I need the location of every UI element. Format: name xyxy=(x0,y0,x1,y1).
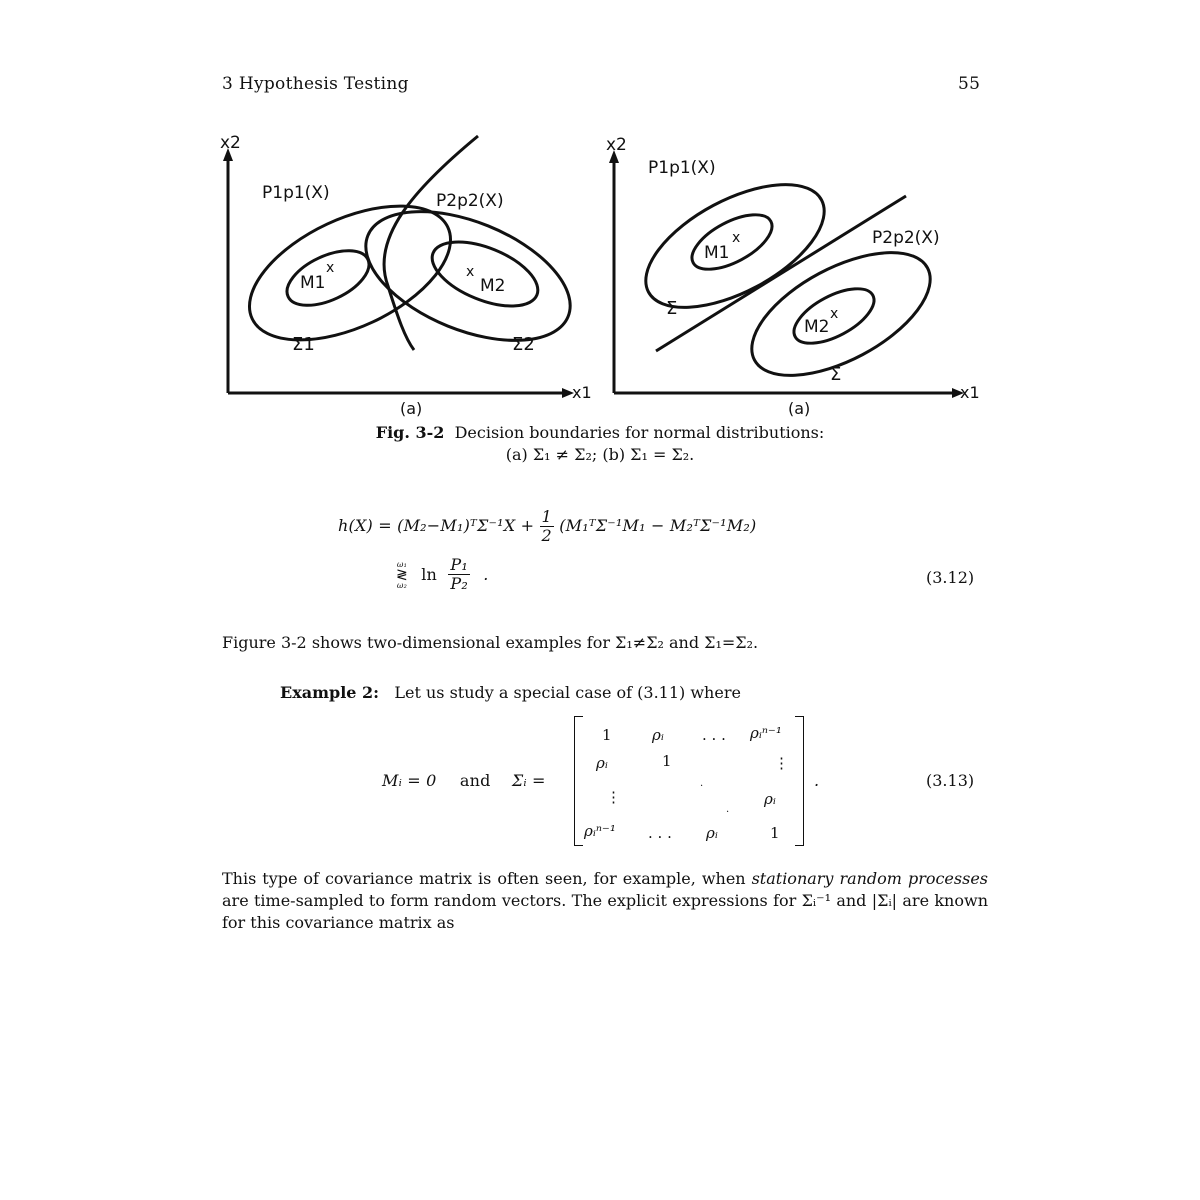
matrix-right-bracket xyxy=(795,716,804,846)
right-x2-label: x2 xyxy=(606,135,627,155)
eq-prior-num: P₁ xyxy=(450,555,468,574)
matrix-cell: ρᵢ xyxy=(652,726,664,744)
right-mean1-label: M1 xyxy=(704,243,730,263)
figure-3-2-svg xyxy=(200,128,1000,423)
matrix-cell: ρᵢ xyxy=(596,754,608,772)
figure-3-2 xyxy=(200,128,1000,427)
right-mean2-cross: x xyxy=(830,306,839,322)
left-x1-label: x1 xyxy=(572,383,592,402)
matrix-cell: . . . xyxy=(702,726,726,744)
matrix-diagonal-dot: . xyxy=(726,804,730,815)
eq-prior-ratio xyxy=(448,556,470,593)
right-sub-label: (a) xyxy=(788,399,811,418)
figure-caption-text: Decision boundaries for normal distributions: xyxy=(454,423,825,442)
matrix-diagonal-dot: . xyxy=(700,778,704,789)
eq-rel-mid: ≷ xyxy=(396,566,408,583)
eq-3-12-dot: . xyxy=(483,565,489,584)
right-mean1-cross: x xyxy=(732,230,741,246)
eq-3-13-mean: Mᵢ = 0 xyxy=(382,771,437,790)
matrix-cell: 1 xyxy=(602,726,612,744)
example-text: Let us study a special case of (3.11) where xyxy=(394,683,741,702)
example-2-heading xyxy=(280,683,741,702)
para2-part1: This type of covariance matrix is often seen, for example, when xyxy=(222,869,746,888)
page-number: 55 xyxy=(958,74,981,94)
left-cov1-label: Σ1 xyxy=(292,334,315,355)
matrix-cell: ⋮ xyxy=(774,754,789,772)
para2-part2: are time-sampled to form random vectors. The explicit expressions for Σᵢ⁻¹ and |Σᵢ| are known for this covariance matrix as xyxy=(222,891,988,932)
eq-ln: ln xyxy=(421,565,438,584)
left-density1-label: P1p1(X) xyxy=(262,183,330,203)
matrix-cell: 1 xyxy=(770,824,780,842)
eq-3-12-lhs: h(X) = (M₂−M₁)ᵀΣ⁻¹X + xyxy=(338,516,535,535)
matrix-left-bracket xyxy=(574,716,583,846)
right-cov-label-upper: Σ xyxy=(666,298,678,319)
left-inner-contour-1 xyxy=(279,239,377,316)
paragraph-figure-reference: Figure 3-2 shows two-dimensional examples for Σ₁≠Σ₂ and Σ₁=Σ₂. xyxy=(222,633,759,652)
right-density1-label: P1p1(X) xyxy=(648,158,716,178)
figure-caption-title: Fig. 3-2 xyxy=(375,423,445,442)
matrix-cell: ρᵢ xyxy=(764,790,776,808)
matrix-cell: ⋮ xyxy=(606,788,621,806)
matrix-cell: ρᵢ xyxy=(706,824,718,842)
eq-3-13-dot: . xyxy=(814,771,820,790)
figure-caption-line1 xyxy=(0,422,1200,444)
left-mean1-cross: x xyxy=(326,260,335,276)
left-density2-label: P2p2(X) xyxy=(436,191,504,211)
left-cov2-label: Σ2 xyxy=(512,334,535,355)
right-density2-label: P2p2(X) xyxy=(872,228,940,248)
eq-3-12-decision-rule xyxy=(396,560,408,590)
paragraph-covariance-description xyxy=(222,868,988,934)
equation-3-12-line1 xyxy=(338,508,756,545)
running-header-section: 3 Hypothesis Testing xyxy=(222,74,409,94)
equation-3-13-lhs xyxy=(382,771,546,790)
matrix-cell: ρᵢⁿ⁻¹ xyxy=(750,724,782,742)
right-decision-boundary xyxy=(656,196,906,351)
left-mean1-label: M1 xyxy=(300,273,326,293)
para2-italic: stationary random processes xyxy=(751,869,989,888)
example-label: Example 2: xyxy=(280,683,380,702)
covariance-matrix xyxy=(574,716,804,848)
equation-3-12-number: (3.12) xyxy=(926,568,975,587)
matrix-cell: 1 xyxy=(662,752,672,770)
left-mean2-label: M2 xyxy=(480,276,506,296)
equation-3-13-number: (3.13) xyxy=(926,771,975,790)
eq-3-13-sigma: Σᵢ = xyxy=(511,771,546,790)
eq-3-12-half-num: 1 xyxy=(541,507,552,526)
right-mean2-label: M2 xyxy=(804,317,830,337)
right-cov-label-lower: Σ xyxy=(830,364,842,385)
eq-3-12-half-den: 2 xyxy=(541,526,552,545)
equation-3-12-line2 xyxy=(396,556,489,593)
matrix-cell: ρᵢⁿ⁻¹ xyxy=(584,822,616,840)
eq-rel-top: ω₁ xyxy=(396,559,408,569)
eq-prior-den: P₂ xyxy=(450,574,468,593)
left-mean2-cross: x xyxy=(466,264,475,280)
matrix-cell: . . . xyxy=(648,824,672,842)
left-inner-contour-2 xyxy=(423,229,546,319)
right-x1-label: x1 xyxy=(960,383,980,402)
eq-3-12-rhs: (M₁ᵀΣ⁻¹M₁ − M₂ᵀΣ⁻¹M₂) xyxy=(559,516,757,535)
eq-rel-bottom: ω₂ xyxy=(396,580,408,590)
left-x2-label: x2 xyxy=(220,133,241,153)
left-outer-contour-1 xyxy=(229,178,470,367)
eq-3-12-half xyxy=(540,508,554,545)
figure-caption-line2: (a) Σ₁ ≠ Σ₂; (b) Σ₁ = Σ₂. xyxy=(505,445,695,464)
left-sub-label: (a) xyxy=(400,399,423,418)
eq-3-13-and: and xyxy=(459,771,491,790)
